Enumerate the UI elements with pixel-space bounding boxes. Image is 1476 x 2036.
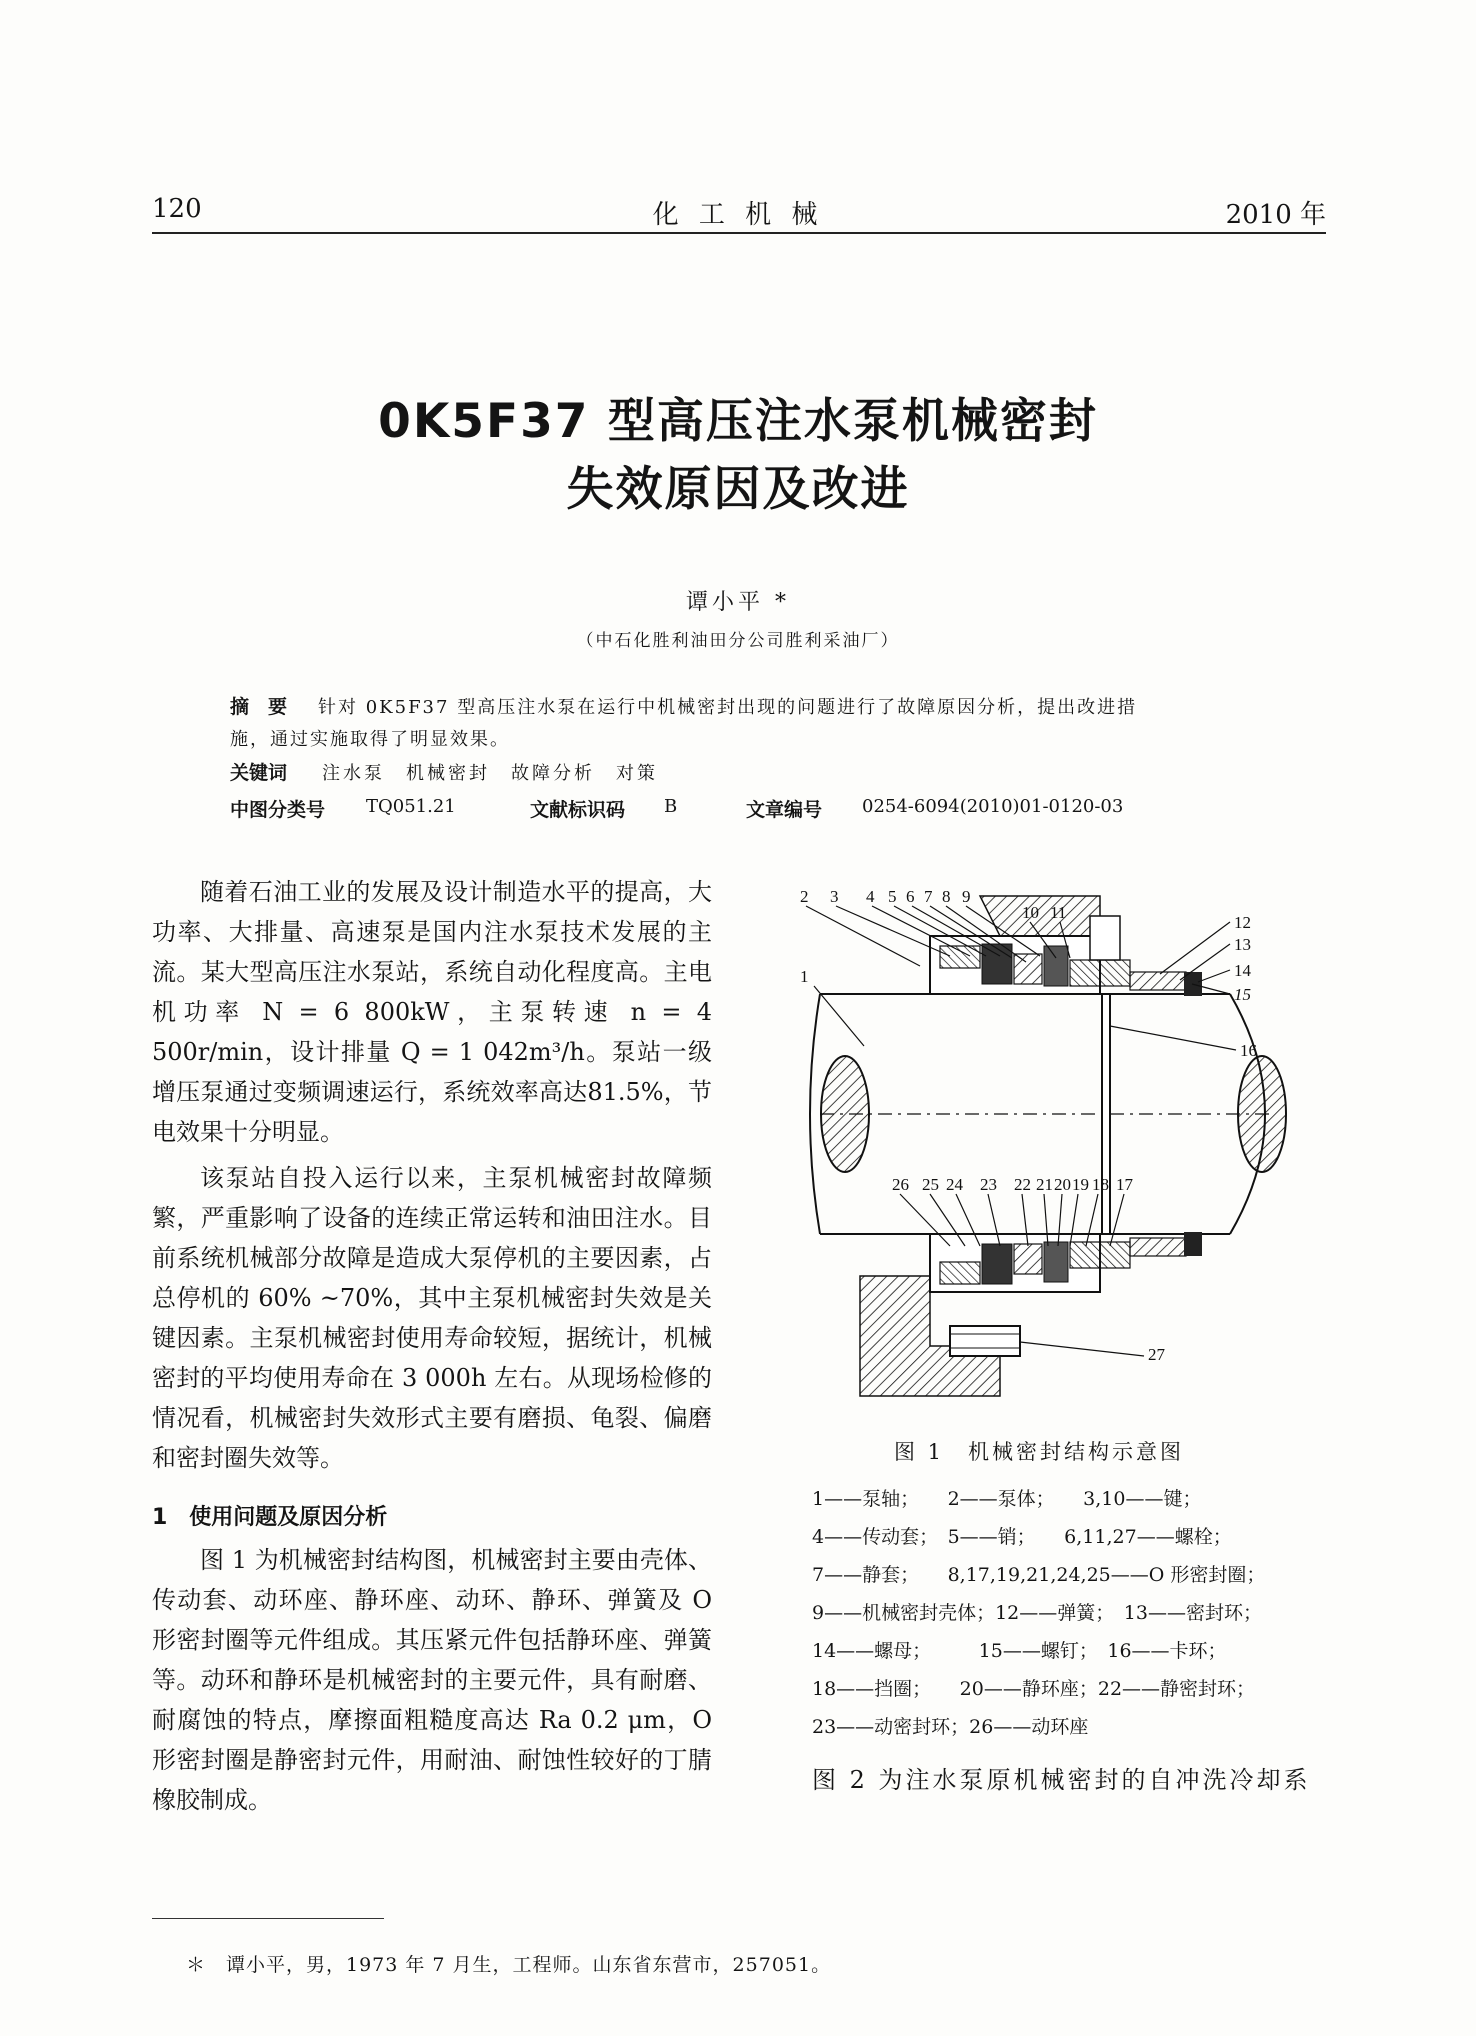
doc-code: B xyxy=(664,796,678,817)
keywords-label: 关键词 xyxy=(230,762,288,784)
footnote-rule xyxy=(152,1918,384,1919)
article-title-line1: 0K5F37 型高压注水泵机械密封 xyxy=(378,394,1098,449)
part-label-25: 25 xyxy=(922,1175,939,1194)
legend-line-5: 14——螺母； 15——螺钉； 16——卡环； xyxy=(812,1640,1227,1662)
author-affiliation: （中石化胜利油田分公司胜利采油厂） xyxy=(576,631,900,651)
part-label-6: 6 xyxy=(906,887,915,906)
pump-body-top xyxy=(980,896,1100,936)
legend-line-4: 9——机械密封壳体；12——弹簧； 13——密封环； xyxy=(812,1602,1262,1624)
page-number: 120 xyxy=(152,194,202,224)
abstract-text-line1: 针对 0K5F37 型高压注水泵在运行中机械密封出现的问题进行了故障原因分析，提出改进措 xyxy=(318,697,1138,718)
part-label-16: 16 xyxy=(1240,1041,1257,1060)
publication-year: 2010 年 xyxy=(1225,200,1326,230)
legend-line-3: 7——静套； 8,17,19,21,24,25——O 形密封圈； xyxy=(812,1564,1266,1586)
abstract-label: 摘 要 xyxy=(230,696,288,718)
mechanical-seal-diagram xyxy=(800,876,1320,1416)
figure-1-caption: 图 1 机械密封结构示意图 xyxy=(894,1440,1185,1464)
abstract-text-line2: 施，通过实施取得了明显效果。 xyxy=(230,729,510,750)
part-label-8: 8 xyxy=(942,887,951,906)
article-number-label: 文章编号 xyxy=(746,799,823,821)
part-label-10: 10 xyxy=(1022,903,1039,922)
part-label-11: 11 xyxy=(1050,903,1067,922)
part-label-15: 15 xyxy=(1234,985,1251,1004)
bolt-27 xyxy=(950,1326,1020,1356)
article-number: 0254-6094(2010)01-0120-03 xyxy=(862,796,1124,817)
part-label-14: 14 xyxy=(1234,961,1251,980)
part-label-12: 12 xyxy=(1234,913,1251,932)
keywords: 注水泵 机械密封 故障分析 对策 xyxy=(322,763,658,784)
legend-line-2: 4——传动套； 5——销； 6,11,27——螺栓； xyxy=(812,1526,1232,1548)
doc-code-label: 文献标识码 xyxy=(530,799,626,821)
body-paragraph-1: 随着石油工业的发展及设计制造水平的提高，大功率、大排量、高速泵是国内注水泵技术发展的主流。某大型高压注水泵站，系统自动化程度高。主电机功率 N = 6 800kW，主泵转速 n = 4 500r/min，设计排量 Q = 1 042m³/h。泵站一级增压泵通过变频调速运行，系统效率高达81.5%，节电效果十分明显。 xyxy=(152,878,712,1146)
part-label-20: 20 xyxy=(1054,1175,1071,1194)
part-label-18: 18 xyxy=(1092,1175,1109,1194)
clc-label: 中图分类号 xyxy=(230,799,326,821)
part-label-9: 9 xyxy=(962,887,971,906)
retaining-ring-16 xyxy=(1102,994,1110,1234)
section-1-heading: 1 使用问题及原因分析 xyxy=(152,1505,388,1530)
article-title-line2: 失效原因及改进 xyxy=(566,462,910,517)
part-label-22: 22 xyxy=(1014,1175,1031,1194)
part-label-21: 21 xyxy=(1036,1175,1053,1194)
clc-number: TQ051.21 xyxy=(366,796,456,817)
legend-line-1: 1——泵轴； 2——泵体； 3,10——键； xyxy=(812,1488,1202,1510)
body-paragraph-4-start: 图 2 为注水泵原机械密封的自冲洗冷却系 xyxy=(812,1766,1311,1794)
part-label-23: 23 xyxy=(980,1175,997,1194)
part-label-2: 2 xyxy=(800,887,809,906)
part-label-24: 24 xyxy=(946,1175,963,1194)
body-paragraph-3: 图 1 为机械密封结构图，机械密封主要由壳体、传动套、动环座、静环座、动环、静环、弹簧及 O 形密封圈等元件组成。其压紧元件包括静环座、弹簧等。动环和静环是机械密封的主要元件，具有耐磨、耐腐蚀的特点，摩擦面粗糙度高达 Ra 0.2 μm，O 形密封圈是静密封元件，用耐油、耐蚀性较好的丁腈橡胶制成。 xyxy=(152,1546,712,1814)
author-name: 谭小平 * xyxy=(686,590,790,615)
part-label-13: 13 xyxy=(1234,935,1251,954)
legend-line-6: 18——挡圈； 20——静环座；22——静密封环； xyxy=(812,1678,1256,1700)
header-rule xyxy=(152,232,1326,234)
journal-name: 化 工 机 械 xyxy=(652,200,824,230)
part-label-3: 3 xyxy=(830,887,839,906)
part-label-1: 1 xyxy=(800,967,809,986)
part-label-7: 7 xyxy=(924,887,933,906)
legend-line-7: 23——动密封环；26——动环座 xyxy=(812,1716,1089,1738)
left-column xyxy=(152,872,712,1820)
part-label-5: 5 xyxy=(888,887,897,906)
part-label-27: 27 xyxy=(1148,1345,1165,1364)
body-paragraph-2: 该泵站自投入运行以来，主泵机械密封故障频繁，严重影响了设备的连续正常运转和油田注水。目前系统机械部分故障是造成大泵停机的主要因素，占总停机的 60% ~70%，其中主泵机械密封失效是关键因素。主泵机械密封使用寿命较短，据统计，机械密封的平均使用寿命在 3 000h 左右。从现场检修的情况看，机械密封失效形式主要有磨损、龟裂、偏磨和密封圈失效等。 xyxy=(152,1164,712,1472)
author-footnote: ＊ 谭小平，男，1973 年 7 月生，工程师。山东省东营市，257051。 xyxy=(186,1954,832,1976)
part-label-26: 26 xyxy=(892,1175,909,1194)
part-label-19: 19 xyxy=(1072,1175,1089,1194)
part-label-17: 17 xyxy=(1116,1175,1133,1194)
part-label-4: 4 xyxy=(866,887,875,906)
